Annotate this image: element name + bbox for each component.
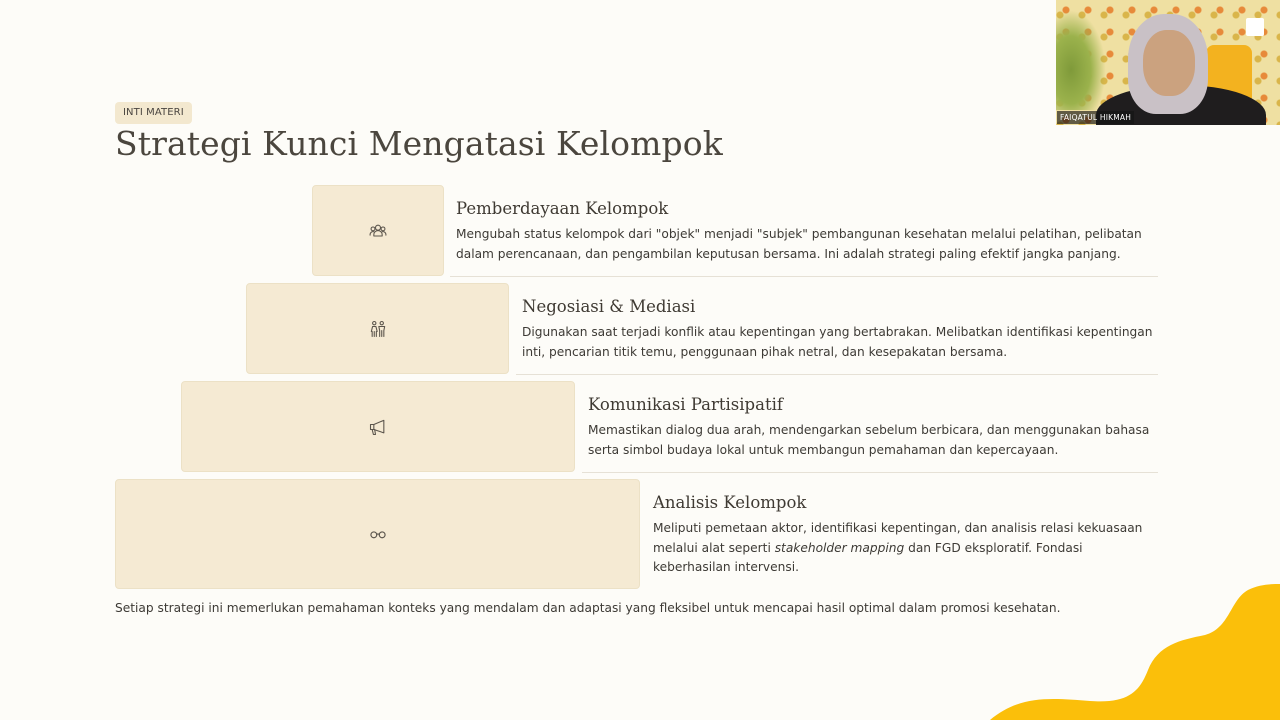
glasses-icon	[368, 524, 388, 544]
row-analysis	[653, 493, 1158, 578]
divider	[450, 276, 1158, 277]
decorative-wave-shape	[980, 570, 1280, 720]
row-title: Negosiasi & Mediasi	[522, 297, 696, 316]
users-group-icon	[368, 221, 388, 241]
two-people-icon	[368, 319, 388, 339]
row-description	[653, 519, 1158, 578]
row-description: Mengubah status kelompok dari "objek" menjadi "subjek" pembangunan kesehatan melalui pelatihan, pelibatan dalam perencanaan, dan pengambilan keputusan bersama. Ini adalah strategi paling efektif jangka panjang.	[456, 227, 1142, 261]
row-empowerment	[456, 199, 1156, 264]
slide-footer-note: Setiap strategi ini memerlukan pemahaman konteks yang mendalam dan adaptasi yang fleksibel untuk mencapai hasil optimal dalam promosi kesehatan.	[115, 601, 1061, 615]
participant-face	[1143, 30, 1195, 96]
megaphone-icon	[368, 417, 388, 437]
row-negotiation	[522, 297, 1158, 362]
video-lamp	[1246, 18, 1264, 36]
row-communication	[588, 395, 1158, 460]
row-description: Memastikan dialog dua arah, mendengarkan sebelum berbicara, dan menggunakan bahasa serta simbol budaya lokal untuk membangun pemahaman dan kepercayaan.	[588, 423, 1150, 457]
pyramid-block-empowerment	[312, 185, 444, 276]
row-title: Komunikasi Partisipatif	[588, 395, 783, 414]
row-description: Digunakan saat terjadi konflik atau kepentingan yang bertabrakan. Melibatkan identifikasi kepentingan inti, pencarian titik temu, penggunaan pihak netral, dan kesepakatan bersama.	[522, 325, 1153, 359]
pyramid-block-analysis	[115, 479, 640, 589]
divider	[582, 472, 1158, 473]
participant-name-label: FAIQATUL HIKMAH	[1057, 111, 1134, 124]
divider	[516, 374, 1158, 375]
section-tag: INTI MATERI	[115, 102, 192, 124]
description-text: dan FGD eksploratif. Fondasi keberhasilan intervensi.	[653, 540, 1083, 574]
description-text: Meliputi pemetaan aktor, identifikasi kepentingan, dan analisis relasi kekuasaan melalui alat seperti	[653, 521, 1143, 555]
row-title: Analisis Kelompok	[653, 493, 807, 512]
pyramid-block-communication	[181, 381, 575, 472]
video-plant	[1056, 10, 1106, 110]
participant-video-tile[interactable]	[1056, 0, 1280, 125]
pyramid-block-negotiation	[246, 283, 509, 374]
slide-title: Strategi Kunci Mengatasi Kelompok	[115, 124, 723, 163]
row-title: Pemberdayaan Kelompok	[456, 199, 669, 218]
description-emphasis: stakeholder mapping	[774, 540, 905, 555]
